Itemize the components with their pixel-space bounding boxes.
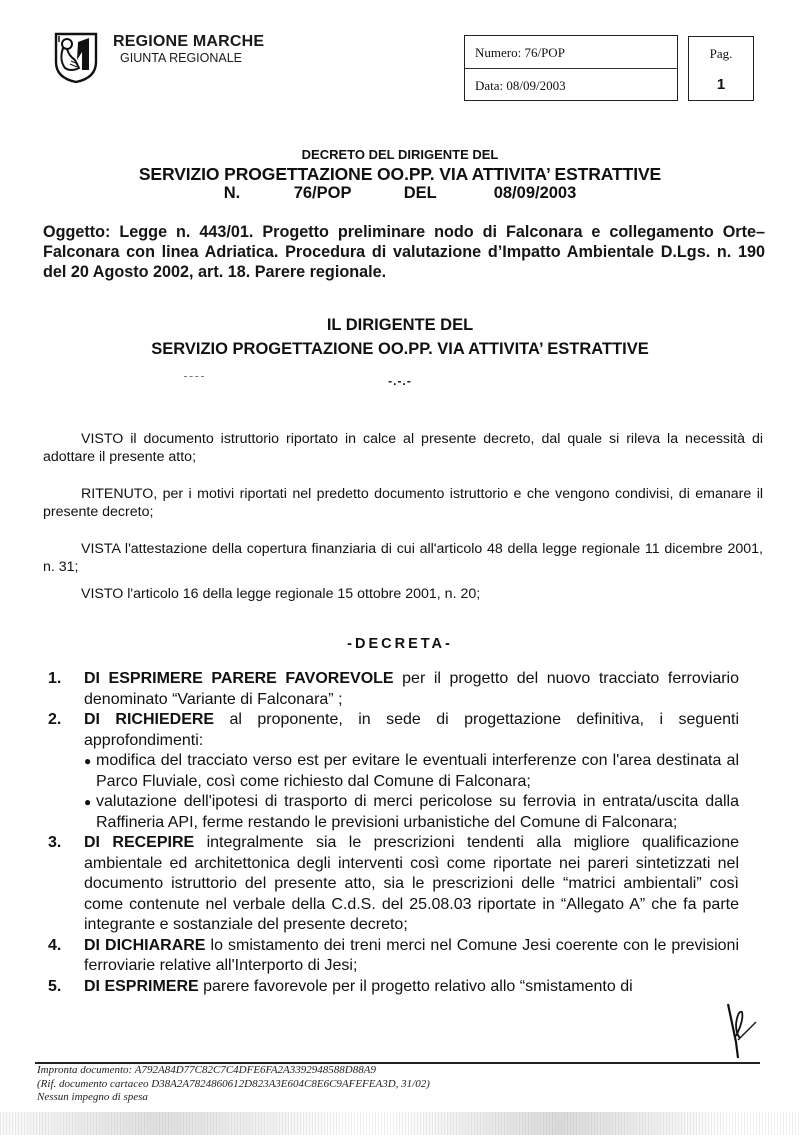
page-label: Pag.: [709, 46, 733, 61]
decree-item: [44, 710, 739, 833]
document-fingerprint: Impronta documento: A792A84D77C82C7C4DFE6FA2A3392948588D88A9: [37, 1064, 376, 1076]
decree-title-line1: DECRETO DEL DIRIGENTE DEL: [301, 147, 499, 162]
decree-items-list: [44, 669, 739, 997]
item-bold-lead: DI DICHIARARE: [84, 936, 206, 954]
decreta-heading: -DECRETA-: [347, 636, 453, 652]
decree-date: Data: 08/09/2003: [475, 78, 566, 93]
decree-number-line: [0, 184, 800, 203]
item-bold-lead: DI RICHIEDERE: [84, 711, 215, 728]
premise-paragraph: VISTA l'attestazione della copertura finanziaria di cui all'articolo 48 della legge regionale 11 dicembre 2001, n. 31;: [43, 541, 763, 575]
item-text: parere favorevole per il progetto relativo allo “smistamento di: [198, 977, 633, 995]
heading-line2: SERVIZIO PROGETTAZIONE OO.PP. VIA ATTIVITA’ ESTRATTIVE: [151, 340, 649, 358]
item-number: 2.: [48, 711, 62, 728]
section-separator: -.-.-: [388, 374, 412, 388]
spending-note: Nessun impegno di spesa: [37, 1091, 148, 1103]
org-name: REGIONE MARCHE: [113, 33, 265, 50]
subject-paragraph: Oggetto: Legge n. 443/01. Progetto preliminare nodo di Falconara e collegamento Orte–Falconara con linea Adriatica. Procedura di valutazione d’Impatto Ambientale D.Lgs. n. 190 del 20 Agosto 2002, art. 18. Parere regionale.: [43, 223, 765, 281]
item-text: al proponente, in sede di progettazione definitiva, i seguenti approfondimenti:: [84, 711, 739, 749]
decree-item: [44, 977, 739, 998]
org-subtitle: GIUNTA REGIONALE: [120, 51, 243, 65]
n-label: N.: [223, 184, 241, 202]
premise-paragraph: RITENUTO, per i motivi riportati nel predetto documento istruttorio e che vengono condivisi, di emanare il presente decreto;: [43, 486, 763, 520]
decree-item: [44, 936, 739, 977]
document-footer: [37, 1064, 430, 1105]
heading-line1: IL DIRIGENTE DEL: [326, 316, 474, 334]
premise-paragraph: VISTO l'articolo 16 della legge regionale 15 ottobre 2001, n. 20;: [81, 586, 481, 602]
del-label: DEL: [403, 184, 437, 202]
decree-number: Numero: 76/POP: [465, 36, 677, 69]
item-bold-lead: DI ESPRIMERE: [84, 977, 199, 995]
item-text: integralmente sia le prescrizioni tendenti alla migliore qualificazione ambientale ed architettonica degli interventi così come riportate nei pareri sintetizzati nel documento istruttorio del presente atto, sia le prescrizioni delle “matrici ambientali” così come contenute nel verbale della C.d.S. del 25.08.03 riportate in “Allegato A” che fa parte integrante e sostanziale del presente decreto;: [84, 834, 739, 933]
bullet-icon: ●: [84, 754, 92, 768]
scan-noise: [0, 1112, 800, 1135]
decree-number-value: 76/POP: [293, 184, 352, 202]
paper-document-reference: (Rif. documento cartaceo D38A2A7824860612D823A3E604C8E6C9AFEFEA3D, 31/02): [37, 1077, 430, 1090]
item-number: 3.: [48, 834, 62, 851]
page-box: [688, 36, 754, 101]
decree-meta-box: [464, 35, 678, 101]
bullet-item: ● valutazione dell'ipotesi di trasporto di merci pericolose su ferrovia in entrata/uscita dalla Raffineria API, ferme restando le previsioni urbanistiche del Comune di Falconara;: [84, 793, 739, 831]
decree-date-value: 08/09/2003: [493, 184, 577, 202]
page-number: 1: [716, 76, 726, 93]
decree-item: [44, 833, 739, 936]
item-number: 4.: [48, 936, 62, 954]
regione-marche-crest-icon: [53, 30, 99, 84]
item-bold-lead: DI RECEPIRE: [84, 834, 195, 851]
item-text: per il progetto del nuovo tracciato ferroviario denominato “Variante di Falconara” ;: [84, 670, 740, 708]
decree-title-line2: SERVIZIO PROGETTAZIONE OO.PP. VIA ATTIVITA’ ESTRATTIVE: [138, 164, 662, 184]
premise-paragraph: VISTO il documento istruttorio riportato in calce al presente decreto, dal quale si rileva la necessità di adottare il presente atto;: [43, 431, 763, 465]
item-text: lo smistamento dei treni merci nel Comune Jesi coerente con le previsioni ferroviarie relative all'Interporto di Jesi;: [84, 936, 739, 974]
item-number: 5.: [48, 977, 62, 995]
decree-item: [44, 669, 739, 710]
bullet-item: ● modifica del tracciato verso est per evitare le eventuali interferenze con l'area destinata al Parco Fluviale, così come richiesto dal Comune di Falconara;: [84, 752, 739, 790]
handwritten-signature-icon: [722, 1000, 772, 1060]
item-number: 1.: [48, 670, 62, 687]
item-bold-lead: DI ESPRIMERE PARERE FAVOREVOLE: [84, 670, 394, 687]
bullet-icon: ●: [84, 795, 92, 809]
